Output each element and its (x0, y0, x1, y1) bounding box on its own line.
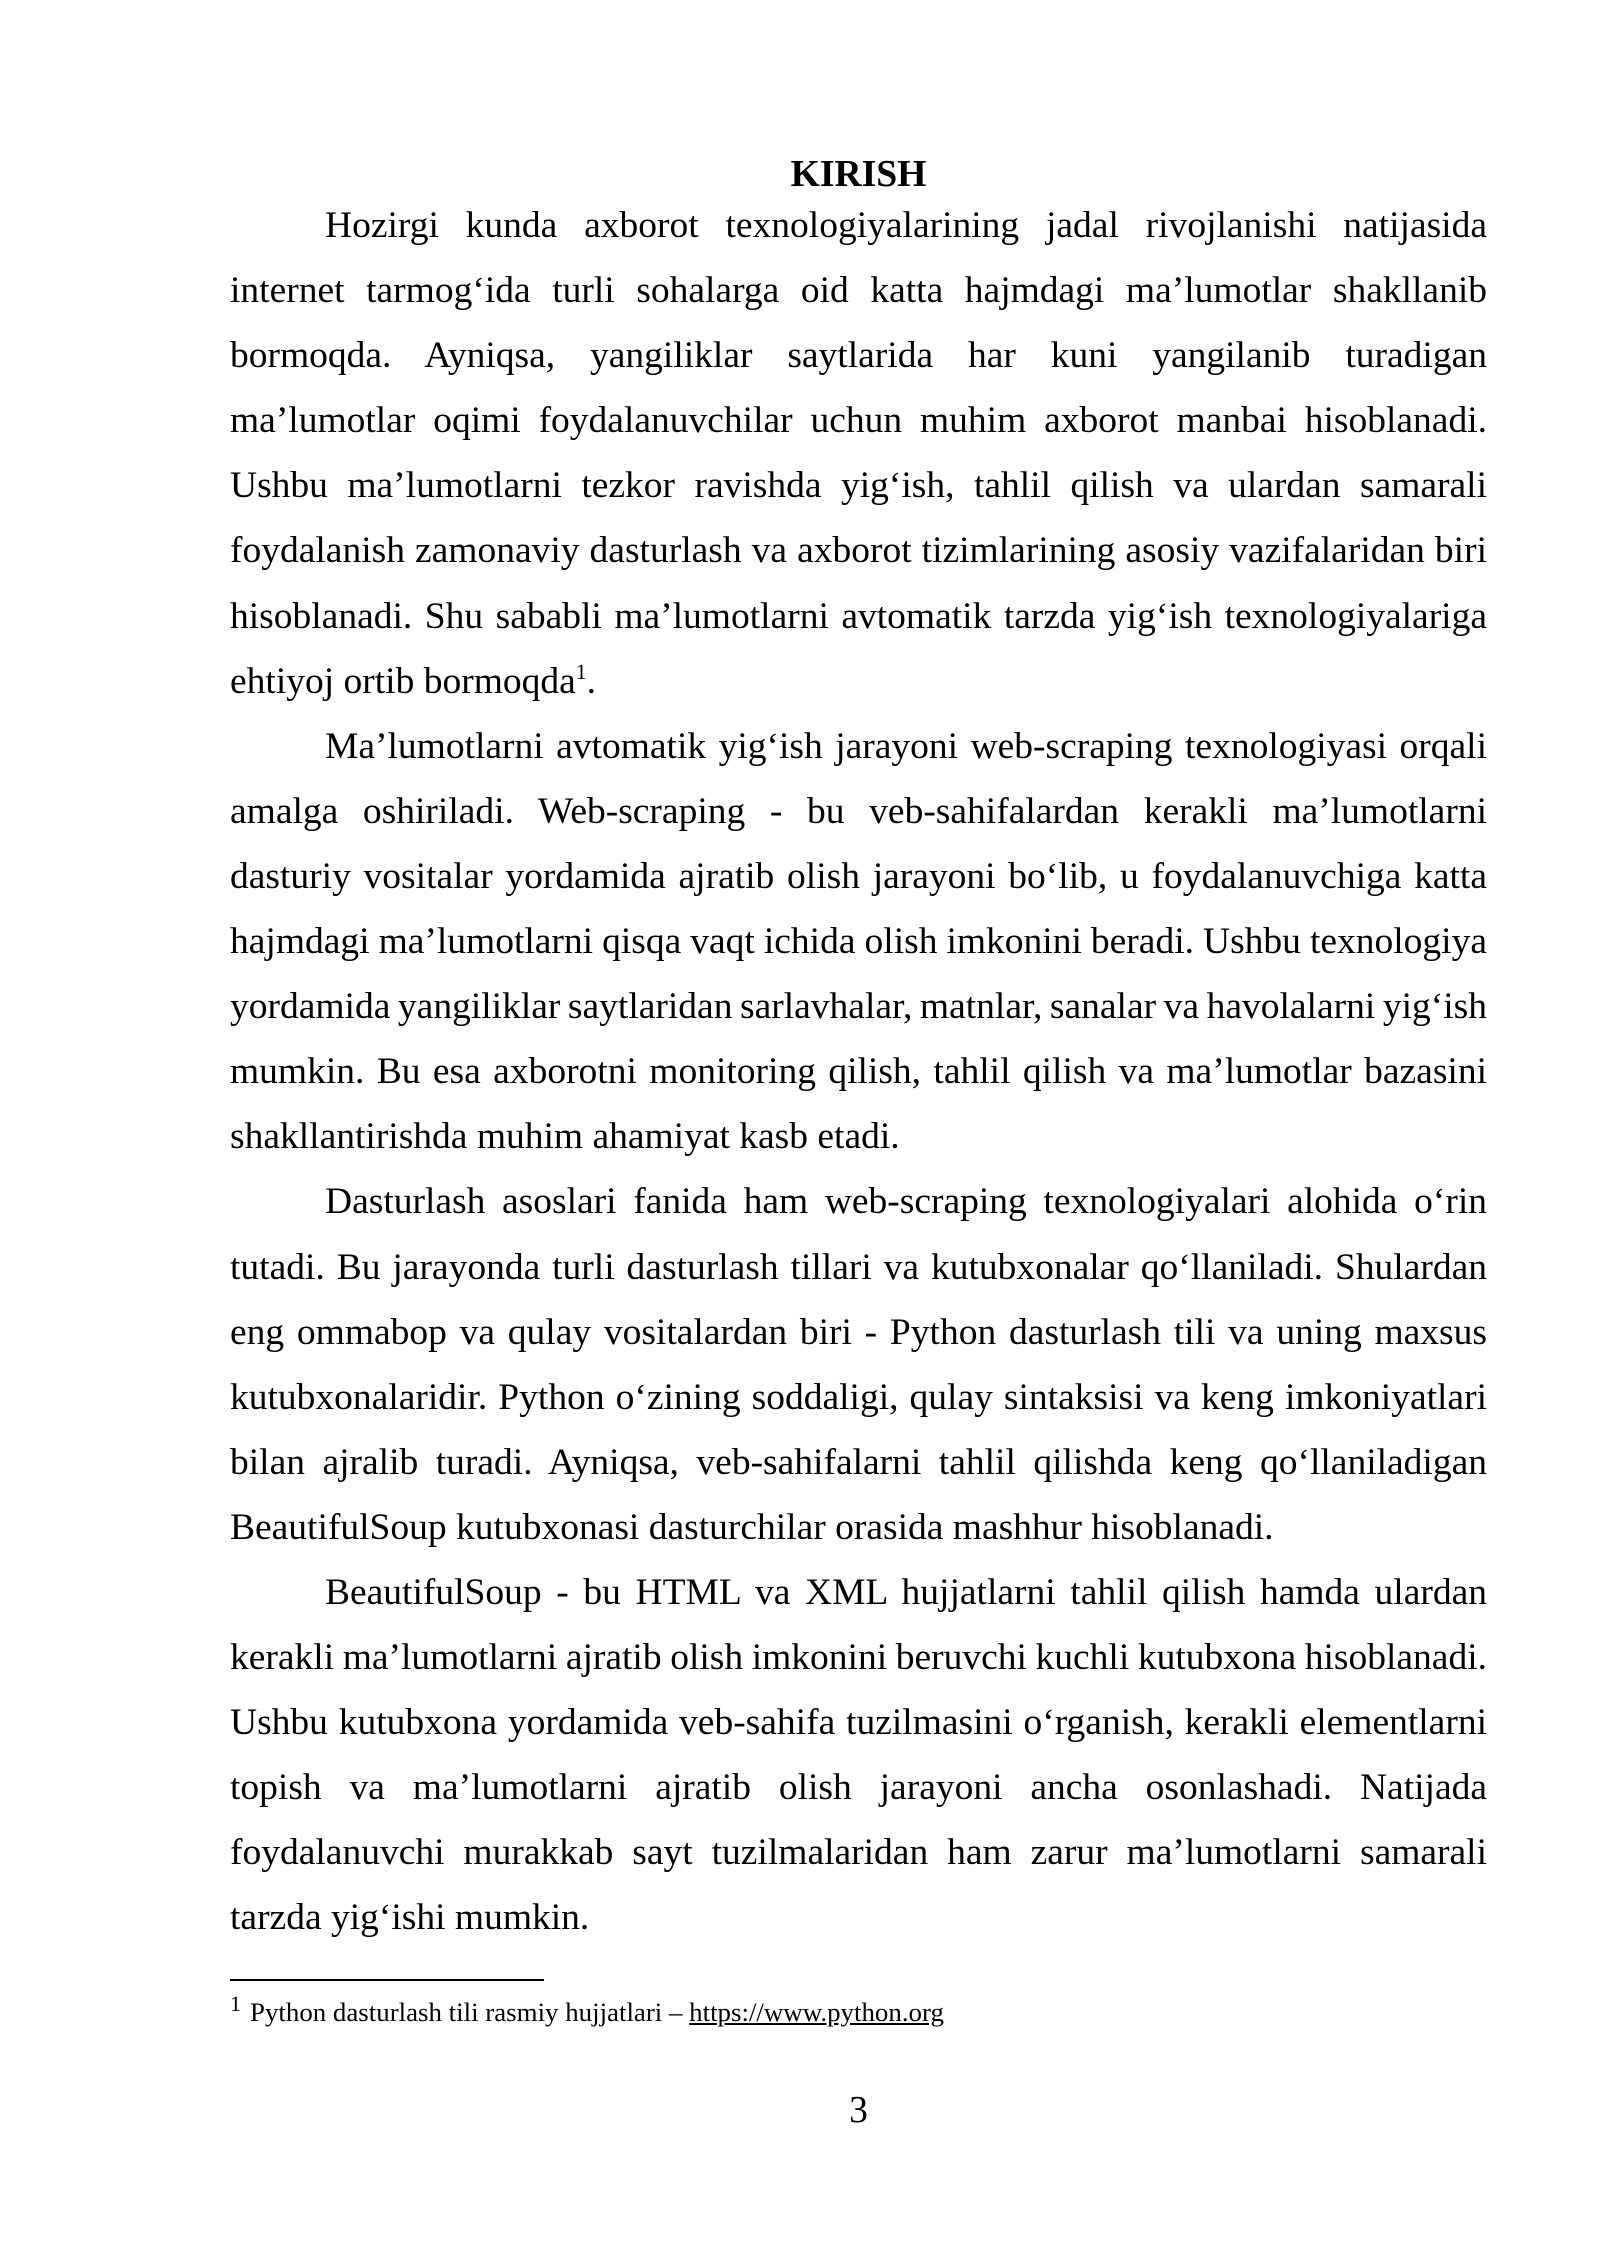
paragraph-last-line: tarzda yig‘ishi mumkin. (230, 1897, 590, 1939)
paragraph-line: Ushbu ma’lumotlarni tezkor ravishda yig‘ish, tahlil qilish va ulardan samarali (230, 465, 1487, 507)
paragraph-line: Hozirgi kunda axborot texnologiyalarining jadal rivojlanishi natijasida (325, 205, 1487, 246)
footnote-link[interactable]: https://www.python.org (689, 1997, 944, 2027)
paragraph-last-line: BeautifulSoup kutubxonasi dasturchilar orasida mashhur hisoblanadi. (230, 1506, 1274, 1548)
paragraph-last-line: shakllantirishda muhim ahamiyat kasb etadi. (230, 1116, 900, 1158)
footnote-separator (230, 1979, 544, 1981)
paragraph-line: bormoqda. Ayniqsa, yangiliklar saytlarida har kuni yangilanib turadigan (230, 335, 1487, 377)
paragraph-line: kutubxonalaridir. Python o‘zining soddaligi, qulay sintaksisi va keng imkoniyatlari (230, 1376, 1487, 1418)
paragraph-line: BeautifulSoup - bu HTML va XML hujjatlarni tahlil qilish hamda ulardan (325, 1571, 1487, 1613)
footnote-number: 1 (230, 1991, 241, 2016)
paragraph (230, 193, 1487, 714)
paragraph-line: mumkin. Bu esa axborotni monitoring qilish, tahlil qilish va ma’lumotlar bazasini (230, 1051, 1487, 1093)
paragraph (230, 1169, 1487, 1560)
paragraph-line: foydalanuvchi murakkab sayt tuzilmalaridan ham zarur ma’lumotlarni samarali (230, 1832, 1487, 1874)
paragraph-line: Ushbu kutubxona yordamida veb-sahifa tuzilmasini o‘rganish, kerakli elementlarni (230, 1702, 1487, 1744)
paragraph-line: yordamida yangiliklar saytlaridan sarlavhalar, matnlar, sanalar va havolalarni yig‘ish (230, 986, 1487, 1028)
paragraph-line: amalga oshiriladi. Web-scraping - bu veb-sahifalardan kerakli ma’lumotlarni (230, 790, 1487, 832)
paragraph-last-line (230, 649, 1487, 714)
paragraph-line: hajmdagi ma’lumotlarni qisqa vaqt ichida olish imkonini beradi. Ushbu texnologiya (230, 921, 1487, 963)
paragraph-line: ma’lumotlar oqimi foydalanuvchilar uchun muhim axborot manbai hisoblanadi. (230, 400, 1487, 442)
paragraph-line-punctuation: . (586, 660, 597, 702)
paragraph-line: eng ommabop va qulay vositalardan biri - Python dasturlash tili va uning maxsus (230, 1311, 1487, 1353)
paragraph-line: Ma’lumotlarni avtomatik yig‘ish jarayoni web-scraping texnologiyasi orqali (325, 725, 1487, 767)
paragraph-line: foydalanish zamonaviy dasturlash va axborot tizimlarining asosiy vazifalaridan biri (230, 530, 1487, 572)
section-title: KIRISH (790, 154, 927, 195)
paragraph (230, 1560, 1487, 1951)
footnote-reference[interactable]: 1 (575, 660, 587, 685)
paragraph-line: topish va ma’lumotlarni ajratib olish jarayoni ancha osonlashadi. Natijada (230, 1767, 1487, 1809)
paragraph-line: hisoblanadi. Shu sababli ma’lumotlarni avtomatik tarzda yig‘ish texnologiyalariga (230, 595, 1487, 637)
body-text (230, 193, 1487, 1951)
page-number: 3 (849, 2090, 868, 2131)
paragraph-line-text: ehtiyoj ortib bormoqda (230, 660, 576, 702)
footnote-text: Python dasturlash tili rasmiy hujjatlari – (250, 1997, 690, 2027)
paragraph-line: tutadi. Bu jarayonda turli dasturlash tillari va kutubxonalar qo‘llaniladi. Shulardan (230, 1246, 1487, 1288)
paragraph-line: internet tarmog‘ida turli sohalarga oid katta hajmdagi ma’lumotlar shakllanib (230, 270, 1487, 312)
paragraph-line: bilan ajralib turadi. Ayniqsa, veb-sahifalarni tahlil qilishda keng qo‘llaniladigan (230, 1441, 1487, 1483)
paragraph-line: kerakli ma’lumotlarni ajratib olish imkonini beruvchi kuchli kutubxona hisoblanadi. (230, 1637, 1487, 1679)
paragraph (230, 714, 1487, 1170)
footnote (230, 1991, 1487, 2028)
paragraph-line: dasturiy vositalar yordamida ajratib olish jarayoni bo‘lib, u foydalanuvchiga katta (230, 855, 1487, 897)
paragraph-line: Dasturlash asoslari fanida ham web-scraping texnologiyalari alohida o‘rin (325, 1181, 1487, 1223)
